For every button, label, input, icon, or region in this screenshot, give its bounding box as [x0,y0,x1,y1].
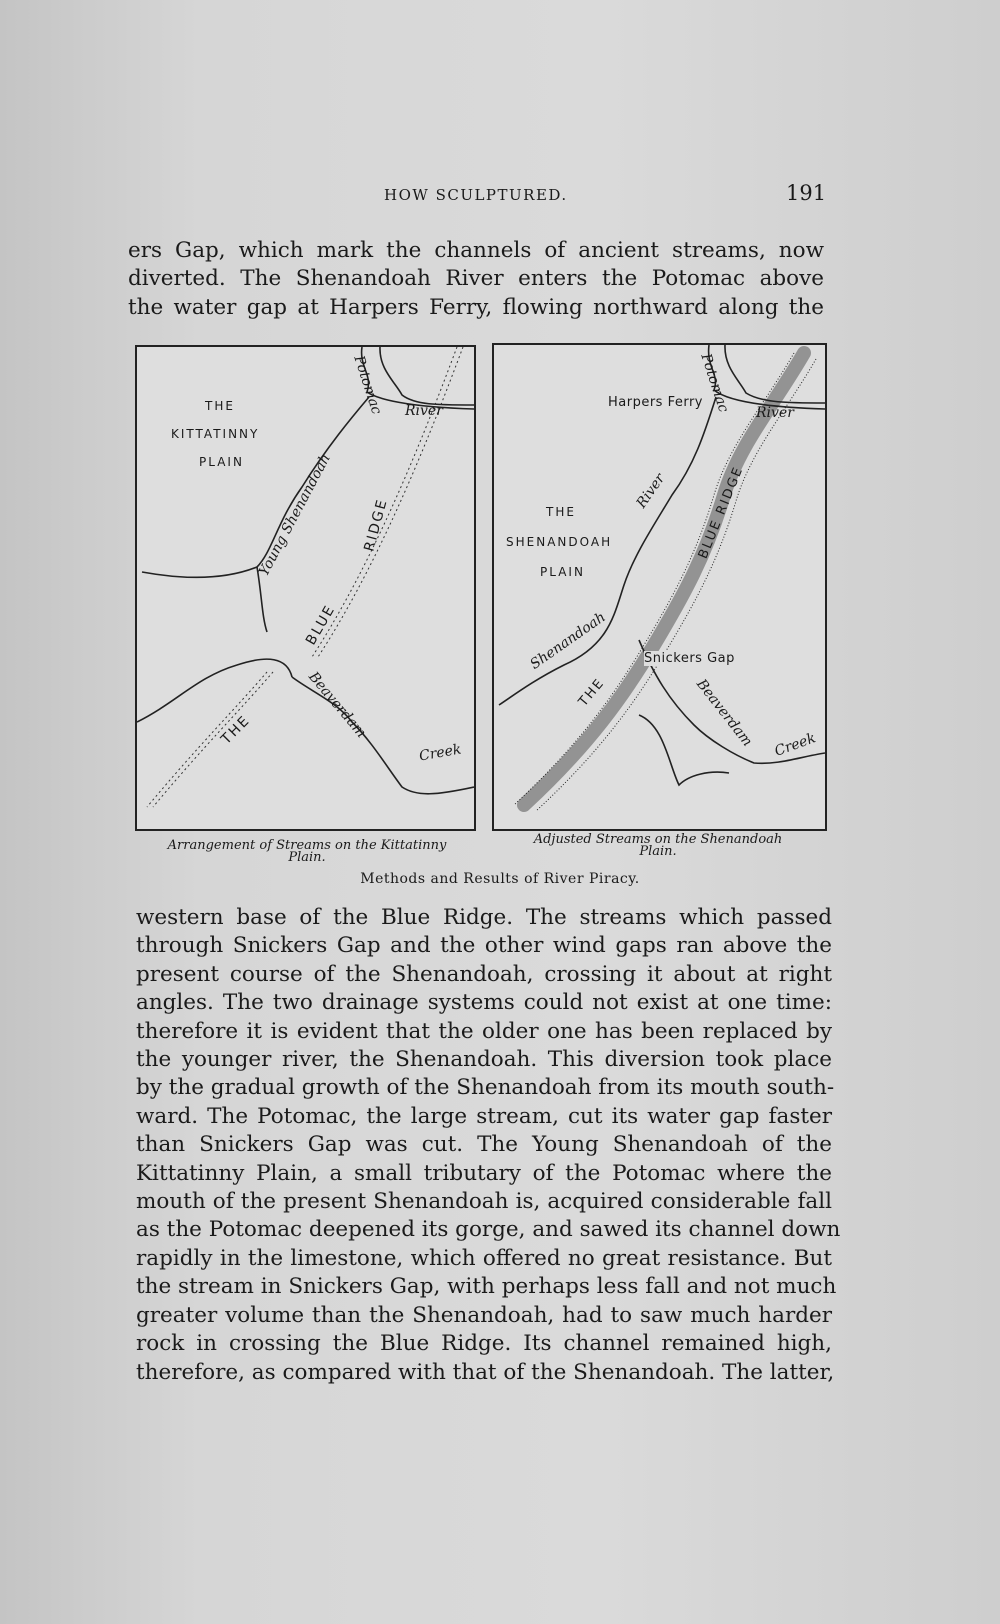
beaverdam-label: Beaverdam [693,676,756,750]
body-paragraph [136,904,841,1387]
text-line: mouth of the present Shenandoah is, acquired considerable fall [136,1189,832,1215]
river-label: River [756,405,794,421]
text-line: rapidly in the limestone, which offered no great resistance. But [136,1245,832,1271]
shenandoah-label: Shenandoah [527,609,609,673]
text-line: ward. The Potomac, the large stream, cut its water gap faster [136,1103,832,1129]
text-line: the water gap at Harpers Ferry, flowing northward along the [128,294,824,320]
blue-label: BLUE [303,602,339,648]
harpers-ferry-label: Harpers Ferry [608,395,704,410]
beaverdam-label: Beaverdam [305,669,370,741]
text-line: diverted. The Shenandoah River enters the Potomac above [128,266,824,292]
the-label: THE [575,675,608,710]
text-line: the stream in Snickers Gap, with perhaps less fall and not much [136,1274,837,1300]
text-line: than Snickers Gap was cut. The Young Shenandoah of the [136,1132,832,1158]
caption-line: Plain. [639,844,677,859]
creek-label: Creek [417,741,463,765]
text-line: as the Potomac deepened its gorge, and sawed its channel down [136,1217,841,1243]
text-line: through Snickers Gap and the other wind gaps ran above the [136,933,832,959]
text-line: the younger river, the Shenandoah. This diversion took place [136,1047,832,1073]
running-title: HOW SCULPTURED. [384,186,568,204]
blue-ridge-label: BLUE RIDGE [695,464,747,561]
river-label: River [405,403,443,419]
intro-paragraph [128,237,824,322]
shenandoah-plain-map [492,343,827,831]
text-line: present course of the Shenandoah, crossing it about at right [136,961,832,987]
plain-label: PLAIN [540,565,585,579]
the-label: THE [218,712,254,748]
river2-label: River [633,470,669,512]
text-line: rock in crossing the Blue Ridge. Its channel remained high, [136,1331,832,1357]
page-number: 191 [786,181,827,205]
snickers-gap-label: Snickers Gap [644,651,735,666]
potomac-label: Potomac [350,353,385,417]
potomac-label: Potomac [697,351,732,415]
left-map-caption [132,840,482,864]
creek-label: Creek [772,730,818,760]
plain-label: PLAIN [199,455,244,469]
text-line: angles. The two drainage systems could not exist at one time: [136,990,832,1016]
young-shenandoah-label: Young Shenandoah [255,451,334,579]
ridge-label: RIDGE [361,496,391,554]
text-line: greater volume than the Shenandoah, had to saw much harder [136,1302,832,1328]
plain-label: SHENANDOAH [506,535,613,549]
text-line: Kittatinny Plain, a small tributary of the Potomac where the [136,1160,832,1186]
caption-line: Arrangement of Streams on the Kittatinny [167,838,447,853]
plain-label: THE [205,399,235,413]
text-line: ers Gap, which mark the channels of ancient streams, now [128,238,824,263]
plain-label: KITTATINNY [171,427,260,441]
plain-label: THE [546,505,576,519]
text-line: therefore, as compared with that of the Shenandoah. The latter, [136,1359,835,1385]
text-line: by the gradual growth of the Shenandoah from its mouth south- [136,1075,835,1101]
figure-title: Methods and Results of River Piracy. [360,871,640,887]
right-map-caption [508,834,808,858]
kittatinny-plain-map [135,345,476,831]
text-line: therefore it is evident that the older one has been replaced by [136,1018,832,1044]
text-line: western base of the Blue Ridge. The streams which passed [136,905,832,930]
caption-line: Adjusted Streams on the Shenandoah [533,832,783,847]
caption-line: Plain. [288,850,326,865]
